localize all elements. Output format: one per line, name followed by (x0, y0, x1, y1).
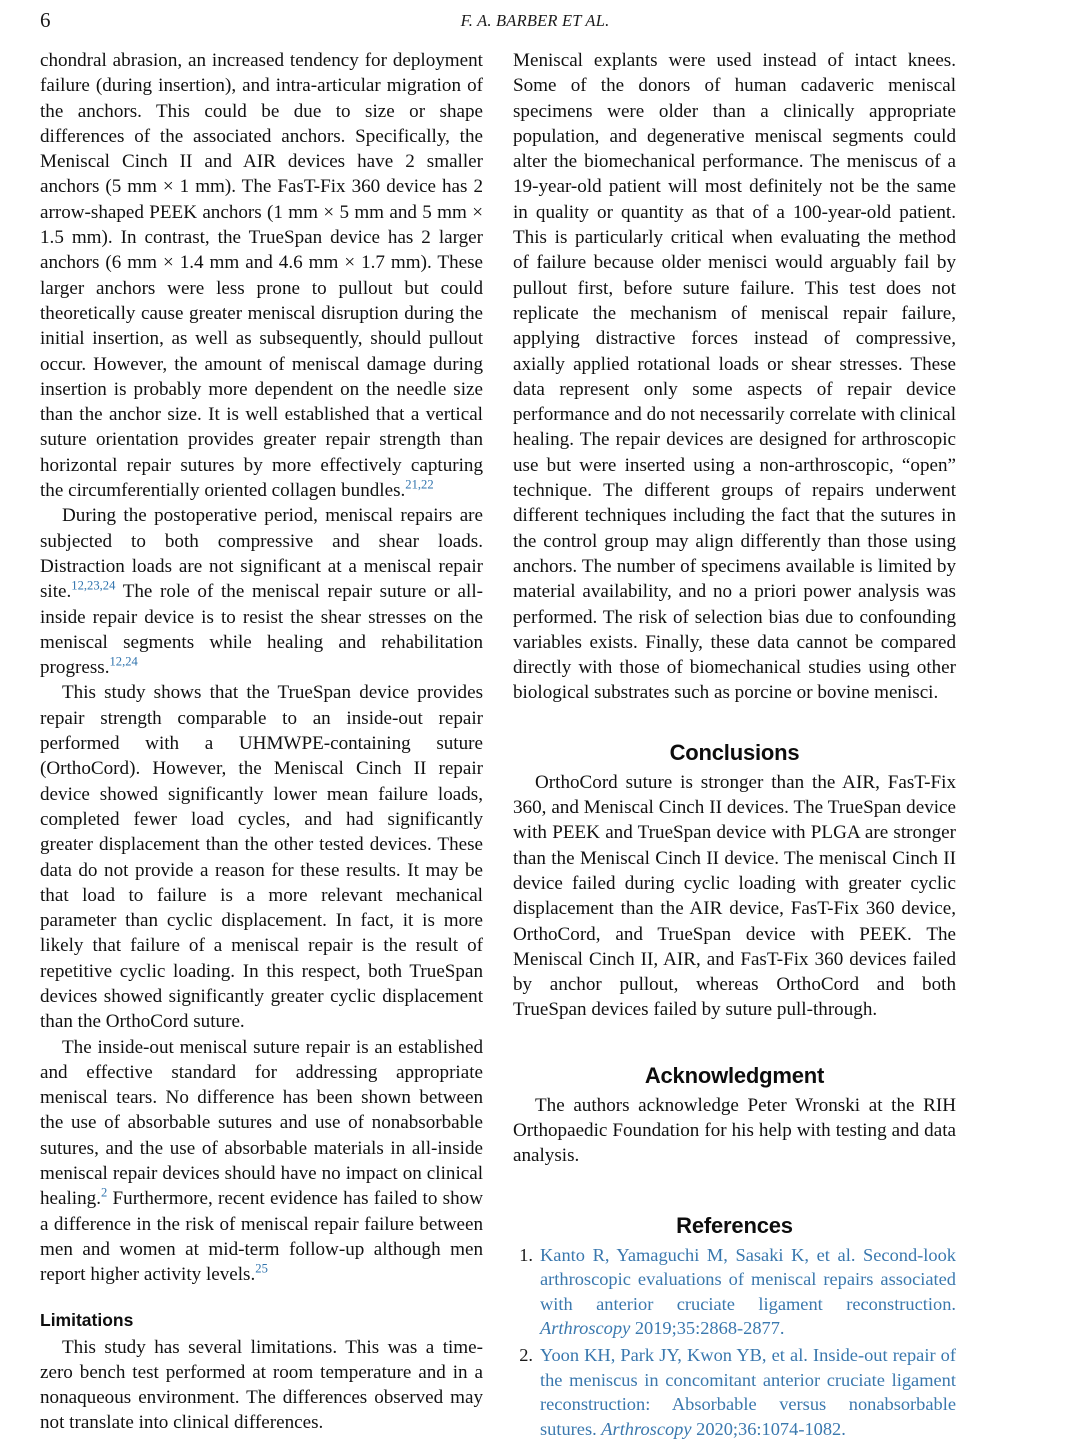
reference-item[interactable] (513, 1343, 956, 1441)
reference-item[interactable] (513, 1243, 956, 1341)
reference-journal-name: Arthroscopy (540, 1318, 631, 1339)
citation-superscript[interactable]: 21,22 (405, 477, 434, 492)
right-column (513, 48, 956, 1443)
p-truespan-study: This study shows that the TrueSpan device provides repair strength comparable to an inside-out repair performed with a UHMWPE-containing suture (OrthoCord). However, the Meniscal Cinch II repair device showed significantly lower mean failure loads, completed fewer load cycles, and had significantly greater displacement than the other tested devices. These data do not provide a reason for these results. It may be that load to failure is a more relevant mechanical parameter than cyclic displacement. In fact, it is more likely that failure of a meniscal repair is the result of repetitive cyclic loading. In this respect, both TrueSpan devices showed significantly greater cyclic displacement than the OrthoCord suture. (40, 682, 483, 1033)
two-column-body (40, 48, 1030, 1443)
running-head (40, 8, 1030, 38)
citation-superscript[interactable]: 25 (255, 1261, 268, 1276)
reference-list (513, 1243, 956, 1442)
conclusions-paragraph: OrthoCord suture is stronger than the AIR, FasT-Fix 360, and Meniscal Cinch II devices. The TrueSpan device with PEEK and TrueSpan device with PLGA are stronger than the Meniscal Cinch II device. The meniscal Cinch II device failed during cyclic loading with greater cyclic displacement than the AIR device, FasT-Fix 360 device, OrthoCord, and TrueSpan device with PEEK. The Meniscal Cinch II, AIR, and FasT-Fix 360 devices failed by anchor pullout, whereas OrthoCord and both TrueSpan devices failed by suture pull-through. (513, 771, 956, 1021)
p-anchors: chondral abrasion, an increased tendency for deployment failure (during insertion), and intra-articular migration of the anchors. This could be due to size or shape differences of the associated anchors. Specifically, the Meniscal Cinch II and AIR devices have 2 smaller anchors (5 mm × 1 mm). The FasT-Fix 360 device has 2 arrow-shaped PEEK anchors (1 mm × 5 mm and 5 mm × 1.5 mm). In contrast, the TrueSpan device has 2 larger anchors (6 mm × 1.4 mm and 4.6 mm × 1.7 mm). These larger anchors were less prone to pullout but could theoretically cause greater meniscal disruption during the initial insertion, as well as subsequently, should pullout occur. However, the amount of meniscal damage during insertion is probably more dependent on the needle size than the anchor size. It is well established that a vertical suture orientation provides greater repair strength than horizontal repair sutures by more effectively capturing the circumferentially oriented collagen bundles.$^{21,22}$ (40, 50, 483, 502)
reference-number: 2. (519, 1344, 533, 1365)
p-inside-out: The inside-out meniscal suture repair is an established and effective standard for addressing appropriate meniscal tears. No difference has been shown between the use of absorbable sutures and use of nonabsorbable sutures, and the use of absorbable materials in all-inside meniscal repair devices should have no impact on clinical healing.$^2$ Furthermore, recent evidence has failed to show a difference in the risk of meniscal repair failure between men and women at mid-term follow-up although men report higher activity levels.$^{25}$ (40, 1036, 483, 1286)
limitations-paragraph: This study has several limitations. This was a time-zero bench test performed at room temperature and in a nonaqueous environment. The differences observed may not translate into clinical differences. (40, 1336, 483, 1434)
page-number: 6 (40, 8, 51, 32)
reference-text[interactable]: Yoon KH, Park JY, Kwon YB, et al. Inside-out repair of the meniscus in concomitant anterior cruciate ligament reconstruction: Absorbable versus nonabsorbable sutures. Arthroscopy 2020;36:1074-1082. (540, 1344, 956, 1439)
limitations-heading: Limitations (40, 1309, 134, 1330)
right-column-paragraphs (513, 48, 956, 706)
acknowledgment-paragraph: The authors acknowledge Peter Wronski at the RIH Orthopaedic Foundation for his help with testing and data analysis. (513, 1094, 956, 1167)
running-head-title: F. A. BARBER ET AL. (460, 11, 610, 30)
reference-journal-name: Arthroscopy (601, 1418, 692, 1439)
citation-superscript[interactable]: 12,23,24 (71, 578, 116, 593)
references-heading: References (676, 1212, 793, 1238)
left-column (40, 48, 483, 1443)
p-explants: Meniscal explants were used instead of intact knees. Some of the donors of human cadaveric meniscal specimens were older than a clinically appropriate population, and degenerative meniscal segments could alter the biomechanical performance. The meniscus of a 19-year-old patient will most definitely not be the same in quality or quantity as that of a 100-year-old patient. This is particularly critical when evaluating the method of failure because older menisci would arguably fail by pullout first, before suture failure. This test does not replicate the mechanism of meniscal repair failure, applying distractive forces instead of compressive, axially applied rotational loads or shear stresses. These data represent only some aspects of repair device performance and do not necessarily correlate with clinical healing. The repair devices are designed for arthroscopic use but were inserted using a non-arthroscopic, “open” technique. The different groups of repairs underwent different techniques including the fact that the sutures in the control group may align differently than those using anchors. The number of specimens available is limited by material availability, and no a priori power analysis was performed. The risk of selection bias due to confounding variables exists. Finally, these data cannot be compared directly with those of biomechanical studies using other biological substrates such as porcine or bovine menisci. (513, 50, 956, 704)
p-postoperative: During the postoperative period, meniscal repairs are subjected to both compressive and shear loads. Distraction loads are not significant at a meniscal repair site.$^{12,23,24}$ The role of the meniscal repair suture or all-inside repair device is to resist the shear stresses on the meniscal segments while healing and rehabilitation progress.$^{12,24}$ (40, 505, 483, 679)
reference-text[interactable]: Kanto R, Yamaguchi M, Sasaki K, et al. Second-look arthroscopic evaluations of meniscal repairs associated with anterior cruciate ligament reconstruction. Arthroscopy 2019;35:2868-2877. (540, 1244, 956, 1339)
left-column-paragraphs (40, 48, 483, 1288)
reference-number: 1. (519, 1244, 533, 1265)
acknowledgment-heading: Acknowledgment (644, 1062, 825, 1088)
citation-superscript[interactable]: 2 (100, 1186, 108, 1200)
citation-superscript[interactable]: 12,24 (109, 654, 138, 669)
conclusions-heading: Conclusions (669, 739, 800, 765)
